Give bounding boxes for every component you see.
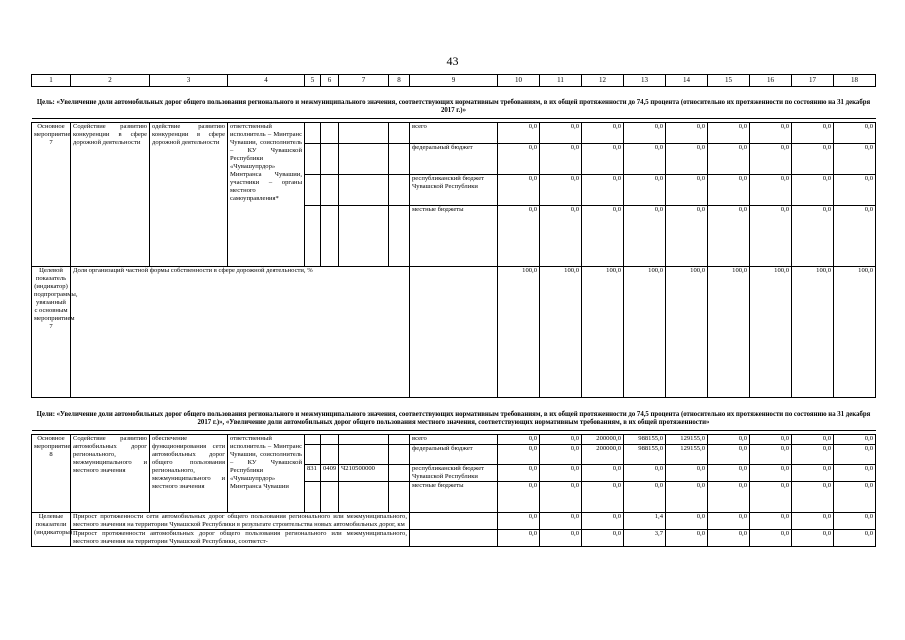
funding-value: 0,0	[792, 481, 834, 512]
column-number: 16	[750, 75, 792, 87]
column-number: 11	[540, 75, 582, 87]
indicator-value: 0,0	[834, 512, 876, 529]
code-cell	[389, 144, 410, 175]
funding-value: 0,0	[708, 444, 750, 464]
code-cell	[305, 123, 321, 144]
funding-value: 0,0	[498, 444, 540, 464]
code-cell	[339, 123, 389, 144]
goal-text: Цель: «Увеличение доли автомобильных дорог общего пользования регионального и межмуниципального значения, соответствующих нормативным требованиям, в их общей протяженности до 74,5 процента (относительно их протяженности по состоянию на 31 декабря 2017 г.)»	[32, 86, 876, 119]
funding-value: 0,0	[498, 123, 540, 144]
indicator-value: 100,0	[540, 267, 582, 398]
code-cell	[321, 144, 339, 175]
column-number: 15	[708, 75, 750, 87]
code-cell	[321, 481, 339, 512]
funding-value: 0,0	[750, 144, 792, 175]
indicator-value: 0,0	[498, 529, 540, 546]
code-cell	[305, 481, 321, 512]
funding-value: 0,0	[708, 175, 750, 206]
indicator-value: 0,0	[666, 512, 708, 529]
indicator-value: 100,0	[792, 267, 834, 398]
funding-value: 0,0	[708, 123, 750, 144]
indicator-value: 0,0	[750, 512, 792, 529]
indicator-value: 100,0	[666, 267, 708, 398]
funding-value: 0,0	[540, 481, 582, 512]
indicator-value: 0,0	[708, 529, 750, 546]
funding-value: 0,0	[624, 481, 666, 512]
funding-value: 0,0	[582, 144, 624, 175]
funding-value: 0,0	[582, 123, 624, 144]
funding-value: 129155,0	[666, 444, 708, 464]
measure-title: Основное мероприятие 7	[32, 123, 71, 267]
program-table	[31, 74, 876, 547]
code-cell	[339, 434, 389, 444]
funding-source: федеральный бюджет	[410, 444, 498, 464]
indicator-value: 0,0	[792, 529, 834, 546]
funding-value: 0,0	[708, 144, 750, 175]
funding-value: 0,0	[540, 123, 582, 144]
funding-value: 0,0	[624, 144, 666, 175]
indicator-value: 0,0	[582, 512, 624, 529]
budget-code-target: Ч210500000	[339, 464, 389, 481]
code-cell	[305, 434, 321, 444]
indicator-row	[32, 529, 876, 546]
code-cell	[389, 175, 410, 206]
code-cell	[321, 123, 339, 144]
funding-value: 0,0	[624, 206, 666, 267]
funding-source: местные бюджеты	[410, 206, 498, 267]
indicator-value: 100,0	[498, 267, 540, 398]
funding-value: 988155,0	[624, 434, 666, 444]
code-cell	[305, 206, 321, 267]
code-cell	[305, 175, 321, 206]
budget-code-section: 0409	[321, 464, 339, 481]
funding-value: 0,0	[582, 206, 624, 267]
funding-value: 0,0	[582, 464, 624, 481]
code-cell	[339, 144, 389, 175]
measure-title: Основное мероприятие 8	[32, 434, 71, 512]
funding-value: 0,0	[750, 175, 792, 206]
code-cell	[339, 206, 389, 267]
funding-value: 0,0	[834, 464, 876, 481]
funding-value: 0,0	[750, 444, 792, 464]
indicator-row	[32, 512, 876, 529]
funding-value: 0,0	[834, 444, 876, 464]
column-number: 10	[498, 75, 540, 87]
funding-value: 0,0	[498, 206, 540, 267]
measure-task: одействие развитию конкуренции в сфере дорожной деятельности	[150, 123, 228, 267]
funding-value: 0,0	[498, 175, 540, 206]
indicator-value: 100,0	[624, 267, 666, 398]
funding-value: 0,0	[834, 206, 876, 267]
funding-value: 0,0	[750, 206, 792, 267]
indicator-value: 0,0	[666, 529, 708, 546]
funding-value: 0,0	[666, 144, 708, 175]
funding-value: 0,0	[582, 175, 624, 206]
funding-value: 200000,0	[582, 444, 624, 464]
empty-cell	[410, 512, 498, 529]
measure-name: Содействие развитию автомобильных дорог регионального, межмуниципального и местного значения	[71, 434, 150, 512]
code-cell	[389, 464, 410, 481]
column-number: 3	[150, 75, 228, 87]
indicator-value: 100,0	[708, 267, 750, 398]
code-cell	[321, 206, 339, 267]
budget-code-grbs: 831	[305, 464, 321, 481]
column-number: 14	[666, 75, 708, 87]
funding-value: 0,0	[582, 481, 624, 512]
indicator-row	[32, 267, 876, 398]
funding-value: 0,0	[666, 123, 708, 144]
indicator-value: 0,0	[540, 512, 582, 529]
column-number: 2	[71, 75, 150, 87]
indicator-value: 100,0	[582, 267, 624, 398]
empty-cell	[410, 267, 498, 398]
indicator-title: Целевой показатель (индикатор) подпрограммы, увязанный с основным мероприятием 7	[32, 267, 71, 398]
funding-value: 0,0	[624, 464, 666, 481]
indicator-value: 0,0	[582, 529, 624, 546]
funding-value: 0,0	[498, 464, 540, 481]
code-cell	[389, 434, 410, 444]
column-number: 6	[321, 75, 339, 87]
funding-value: 0,0	[708, 206, 750, 267]
goal-row	[32, 86, 876, 119]
column-number: 7	[339, 75, 389, 87]
funding-source: федеральный бюджет	[410, 144, 498, 175]
funding-value: 0,0	[834, 175, 876, 206]
funding-value: 0,0	[792, 123, 834, 144]
funding-value: 0,0	[750, 434, 792, 444]
code-cell	[305, 444, 321, 464]
funding-value: 0,0	[624, 175, 666, 206]
column-number: 1	[32, 75, 71, 87]
funding-value: 129155,0	[666, 434, 708, 444]
measure-executor: ответственный исполнитель – Минтранс Чувашии, соисполнитель – КУ Чувашской Республики «Чувашупрдор» Минтранса Чувашии, участники – органы местного самоуправления*	[228, 123, 305, 267]
indicator-value: 100,0	[834, 267, 876, 398]
code-cell	[389, 444, 410, 464]
funding-value: 0,0	[792, 144, 834, 175]
indicator-value: 100,0	[750, 267, 792, 398]
header-row	[32, 75, 876, 87]
funding-value: 0,0	[792, 175, 834, 206]
indicator-title: Целевые показатели (индикаторы)	[32, 512, 71, 546]
funding-value: 0,0	[540, 144, 582, 175]
funding-value: 0,0	[540, 175, 582, 206]
funding-value: 0,0	[792, 206, 834, 267]
indicator-value: 0,0	[750, 529, 792, 546]
funding-value: 0,0	[750, 481, 792, 512]
column-number: 8	[389, 75, 410, 87]
funding-source: республиканский бюджет Чувашской Республики	[410, 464, 498, 481]
goal-text: Цели: «Увеличение доли автомобильных дорог общего пользования регионального и межмуниципального значения, соответствующих нормативным требованиям, в их общей протяженности до 74,5 процента (относительно их протяженности по состоянию на 31 декабря 2017 г.)», «Увеличение доли автомобильных дорог общего пользования местного значения, соответствующих нормативным требованиям, в их общей протяженности»	[32, 398, 876, 431]
funding-value: 0,0	[834, 123, 876, 144]
funding-value: 0,0	[540, 206, 582, 267]
funding-value: 0,0	[624, 123, 666, 144]
indicator-text: Доля организаций частной формы собственности в сфере дорожной деятельности, %	[71, 267, 410, 398]
funding-value: 0,0	[834, 434, 876, 444]
indicator-value: 0,0	[792, 512, 834, 529]
funding-value: 0,0	[750, 464, 792, 481]
code-cell	[339, 481, 389, 512]
measure-task: обеспечение функционирования сети автомобильных дорог общего пользования регионального, межмуниципального и местного значения	[150, 434, 228, 512]
funding-source: всего	[410, 123, 498, 144]
funding-value: 988155,0	[624, 444, 666, 464]
page-number: 43	[446, 54, 459, 68]
column-number: 17	[792, 75, 834, 87]
funding-value: 0,0	[498, 144, 540, 175]
funding-value: 0,0	[540, 444, 582, 464]
funding-value: 0,0	[792, 444, 834, 464]
code-cell	[339, 444, 389, 464]
funding-row	[32, 123, 876, 144]
code-cell	[389, 206, 410, 267]
funding-value: 0,0	[750, 123, 792, 144]
funding-value: 0,0	[792, 464, 834, 481]
column-number: 9	[410, 75, 498, 87]
code-cell	[321, 444, 339, 464]
funding-source: всего	[410, 434, 498, 444]
funding-value: 0,0	[498, 434, 540, 444]
funding-value: 200000,0	[582, 434, 624, 444]
indicator-value: 1,4	[624, 512, 666, 529]
funding-value: 0,0	[666, 175, 708, 206]
funding-source: республиканский бюджет Чувашской Республики	[410, 175, 498, 206]
funding-source: местные бюджеты	[410, 481, 498, 512]
column-number: 18	[834, 75, 876, 87]
funding-value: 0,0	[708, 434, 750, 444]
funding-value: 0,0	[708, 481, 750, 512]
measure-executor: ответственный исполнитель – Минтранс Чувашии, соисполнитель – КУ Чувашской Республики «Чувашупрдор» Минтранса Чувашии	[228, 434, 305, 512]
measure-name: Содействие развитию конкуренции в сфере дорожной деятельности	[71, 123, 150, 267]
indicator-value: 0,0	[708, 512, 750, 529]
indicator-value: 0,0	[540, 529, 582, 546]
indicator-value: 0,0	[498, 512, 540, 529]
code-cell	[321, 175, 339, 206]
indicator-text: Прирост протяженности сети автомобильных дорог общего пользования регионального или межмуниципального, местного значения на территории Чувашской Республики в результате строительства новых автомобильных дорог, км	[71, 512, 410, 529]
code-cell	[321, 434, 339, 444]
empty-cell	[410, 529, 498, 546]
column-number: 13	[624, 75, 666, 87]
funding-value: 0,0	[540, 434, 582, 444]
code-cell	[389, 481, 410, 512]
code-cell	[339, 175, 389, 206]
code-cell	[389, 123, 410, 144]
column-number: 5	[305, 75, 321, 87]
funding-value: 0,0	[540, 464, 582, 481]
column-number: 12	[582, 75, 624, 87]
indicator-value: 0,0	[834, 529, 876, 546]
funding-value: 0,0	[834, 144, 876, 175]
indicator-value: 3,7	[624, 529, 666, 546]
funding-value: 0,0	[666, 464, 708, 481]
funding-row	[32, 434, 876, 444]
column-number: 4	[228, 75, 305, 87]
funding-value: 0,0	[792, 434, 834, 444]
funding-value: 0,0	[666, 206, 708, 267]
code-cell	[305, 144, 321, 175]
goal-row	[32, 398, 876, 431]
indicator-text: Прирост протяженности автомобильных дорог общего пользования регионального или межмуниципального, местного значения на территории Чувашской Республики, соответст-	[71, 529, 410, 546]
funding-value: 0,0	[666, 481, 708, 512]
funding-value: 0,0	[708, 464, 750, 481]
funding-value: 0,0	[834, 481, 876, 512]
funding-value: 0,0	[498, 481, 540, 512]
